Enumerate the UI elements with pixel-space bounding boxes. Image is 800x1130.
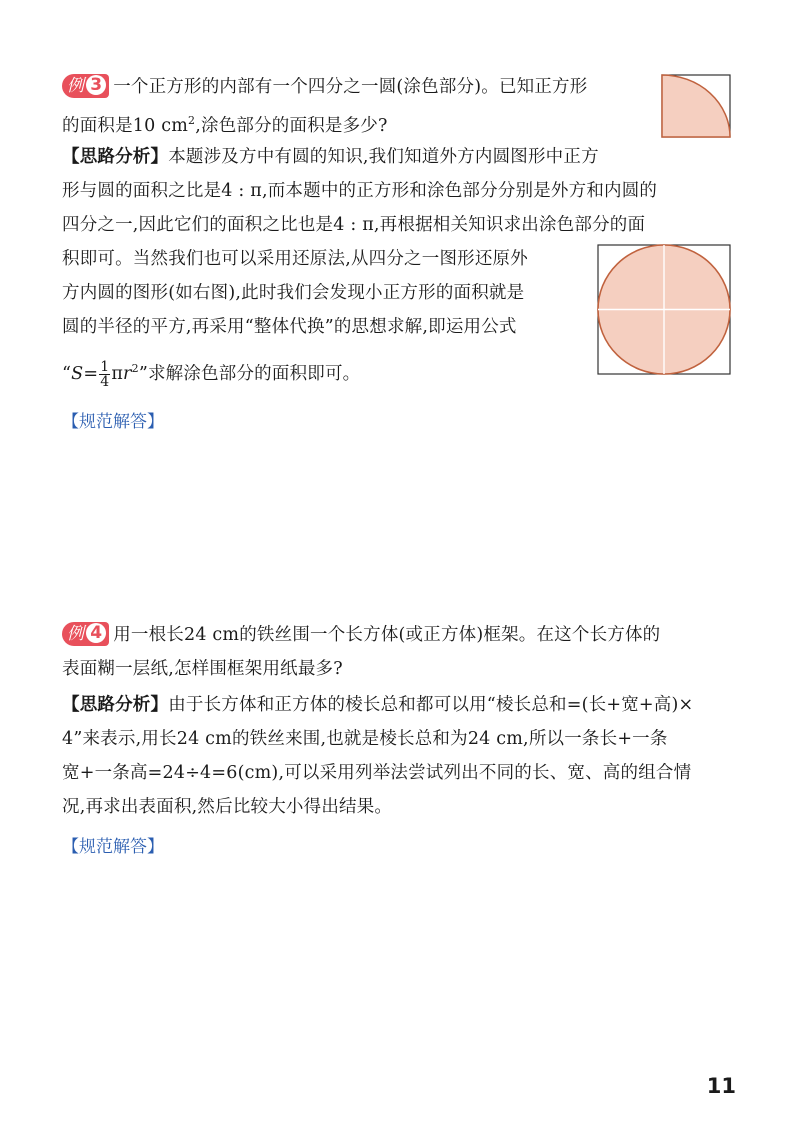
example-4-question-line-2: 表面糊一层纸,怎样围框架用纸最多? [62,659,343,679]
example-3-analysis-line-4: 积即可。当然我们也可以采用还原法,从四分之一图形还原外 [62,249,528,269]
example-4-answer-heading: 【规范解答】 [62,837,164,857]
example-3-analysis-line-2: 形与圆的面积之比是4 : π,而本题中的正方形和涂色部分分别是外方和内圆的 [62,181,658,201]
example-3-question-line-1: 例 3 一个正方形的内部有一个四分之一圆(涂色部分)。已知正方形 [62,70,587,104]
example-3-analysis-line-6: 圆的半径的平方,再采用“整体代换”的思想求解,即运用公式 [62,317,517,337]
circle-in-square-figure [597,244,731,375]
fraction-one-quarter: $\frac{1}{4}$ [100,358,110,390]
example-4-analysis-line-4: 况,再求出表面积,然后比较大小得出结果。 [62,797,393,817]
example-4-analysis-line-3: 宽+一条高=24÷4=6(cm),可以采用列举法尝试列出不同的长、宽、高的组合情 [62,763,692,783]
example-4-analysis-line-1: 【思路分析】由于长方体和正方体的棱长总和都可以用“棱长总和=(长+宽+高)× [62,695,694,715]
example-3-analysis-line-3: 四分之一,因此它们的面积之比也是4 : π,再根据相关知识求出涂色部分的面 [62,215,646,235]
page-number: 11 [706,1074,736,1098]
quarter-circle-figure [661,74,731,138]
analysis-heading: 【思路分析】 [62,147,169,167]
example-3-question-line-2: 的面积是10 $cm^2$,涂色部分的面积是多少? [62,114,388,136]
example-3-formula-line: “S= $\frac{1}{4}$ $\pi r^2$”求解涂色部分的面积即可。 [62,358,361,390]
example-4-analysis-line-2: 4”来表示,用长24 cm的铁丝来围,也就是棱长总和为24 cm,所以一条长+一条 [62,729,668,749]
example-4-badge: 例 4 [62,622,109,646]
example-3-analysis-line-1: 【思路分析】本题涉及方中有圆的知识,我们知道外方内圆图形中正方 [62,147,599,167]
example-3-analysis-line-5: 方内圆的图形(如右图),此时我们会发现小正方形的面积就是 [62,283,525,303]
example-3-badge: 例 3 [62,74,109,98]
analysis-heading: 【思路分析】 [62,695,169,715]
example-3-answer-heading: 【规范解答】 [62,412,164,432]
example-4-question-line-1: 例 4 用一根长24 cm的铁丝围一个长方体(或正方体)框架。在这个长方体的 [62,618,660,652]
